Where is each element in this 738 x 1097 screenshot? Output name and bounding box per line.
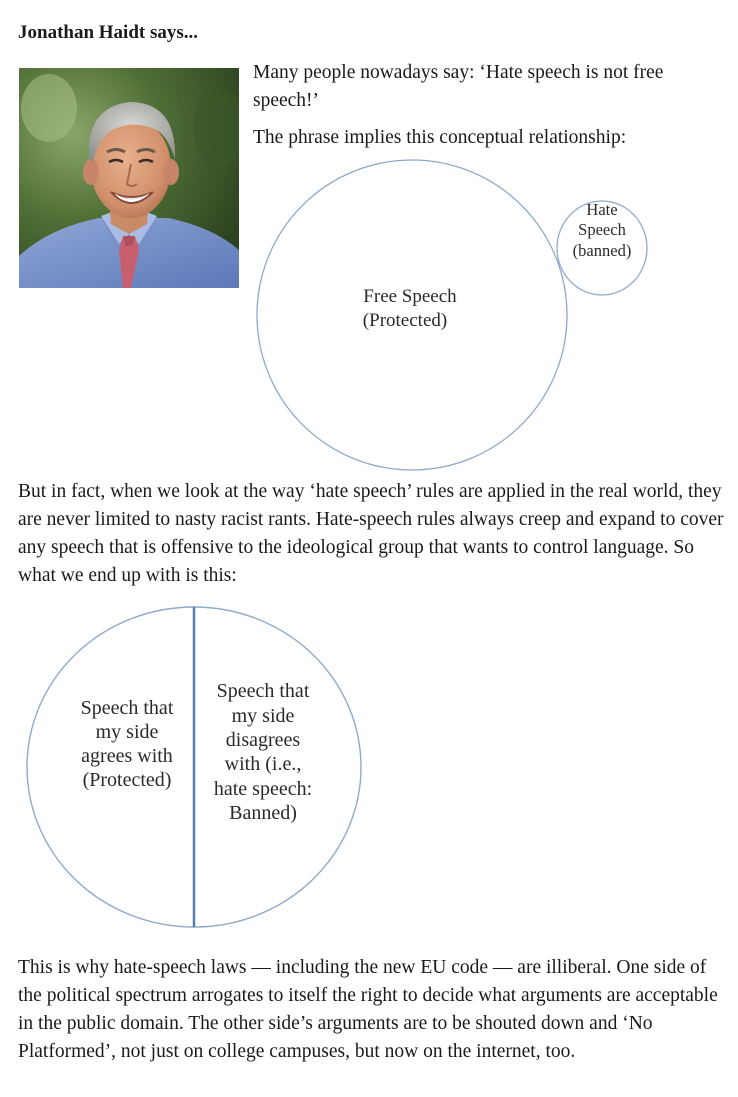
portrait-photo (19, 68, 239, 288)
protected-label-line2: my side (95, 721, 159, 743)
banned-label-line5: hate speech: (213, 778, 313, 800)
separate-circles-diagram (250, 160, 660, 470)
hate-speech-status: (banned) (572, 241, 632, 260)
split-circle-diagram (20, 600, 370, 935)
middle-paragraph: But in fact, when we look at the way ‘hate speech’ rules are applied in the real world, they are never limited to nasty racist rants. Hate-speech rules always creep and expand to cover any speech that is offensive to the ideological group that wants to control language. So what we end up with is this: (18, 481, 724, 586)
page-heading: Jonathan Haidt says... (18, 22, 199, 43)
free-speech-status: (Protected) (362, 310, 448, 331)
protected-label-line3: agrees with (81, 745, 173, 767)
protected-status: (Protected) (82, 769, 172, 791)
banned-label-line4: with (i.e., (224, 753, 302, 775)
banned-status: Banned) (229, 802, 297, 824)
banned-label-line1: Speech that (216, 680, 310, 702)
closing-paragraph: This is why hate-speech laws — including the new EU code — are illiberal. One side of the political spectrum arrogates to itself the right to decide what arguments are acceptable in the public domain. The other side’s arguments are to be shouted down and ‘No Platformed’, not just on college campuses, but now on the internet, too. (18, 957, 718, 1062)
free-speech-label: Free Speech (363, 286, 457, 307)
intro-implication: The phrase implies this conceptual relationship: (253, 127, 627, 148)
banned-label-line2: my side (231, 705, 295, 727)
hate-speech-label-line1: Hate (586, 200, 618, 219)
protected-label-line1: Speech that (80, 697, 174, 719)
intro-quote: Many people nowadays say: ‘Hate speech is not free speech!’ (253, 62, 664, 111)
hate-speech-label-line2: Speech (578, 220, 626, 239)
banned-label-line3: disagrees (225, 729, 301, 751)
portrait-illustration (19, 68, 239, 288)
